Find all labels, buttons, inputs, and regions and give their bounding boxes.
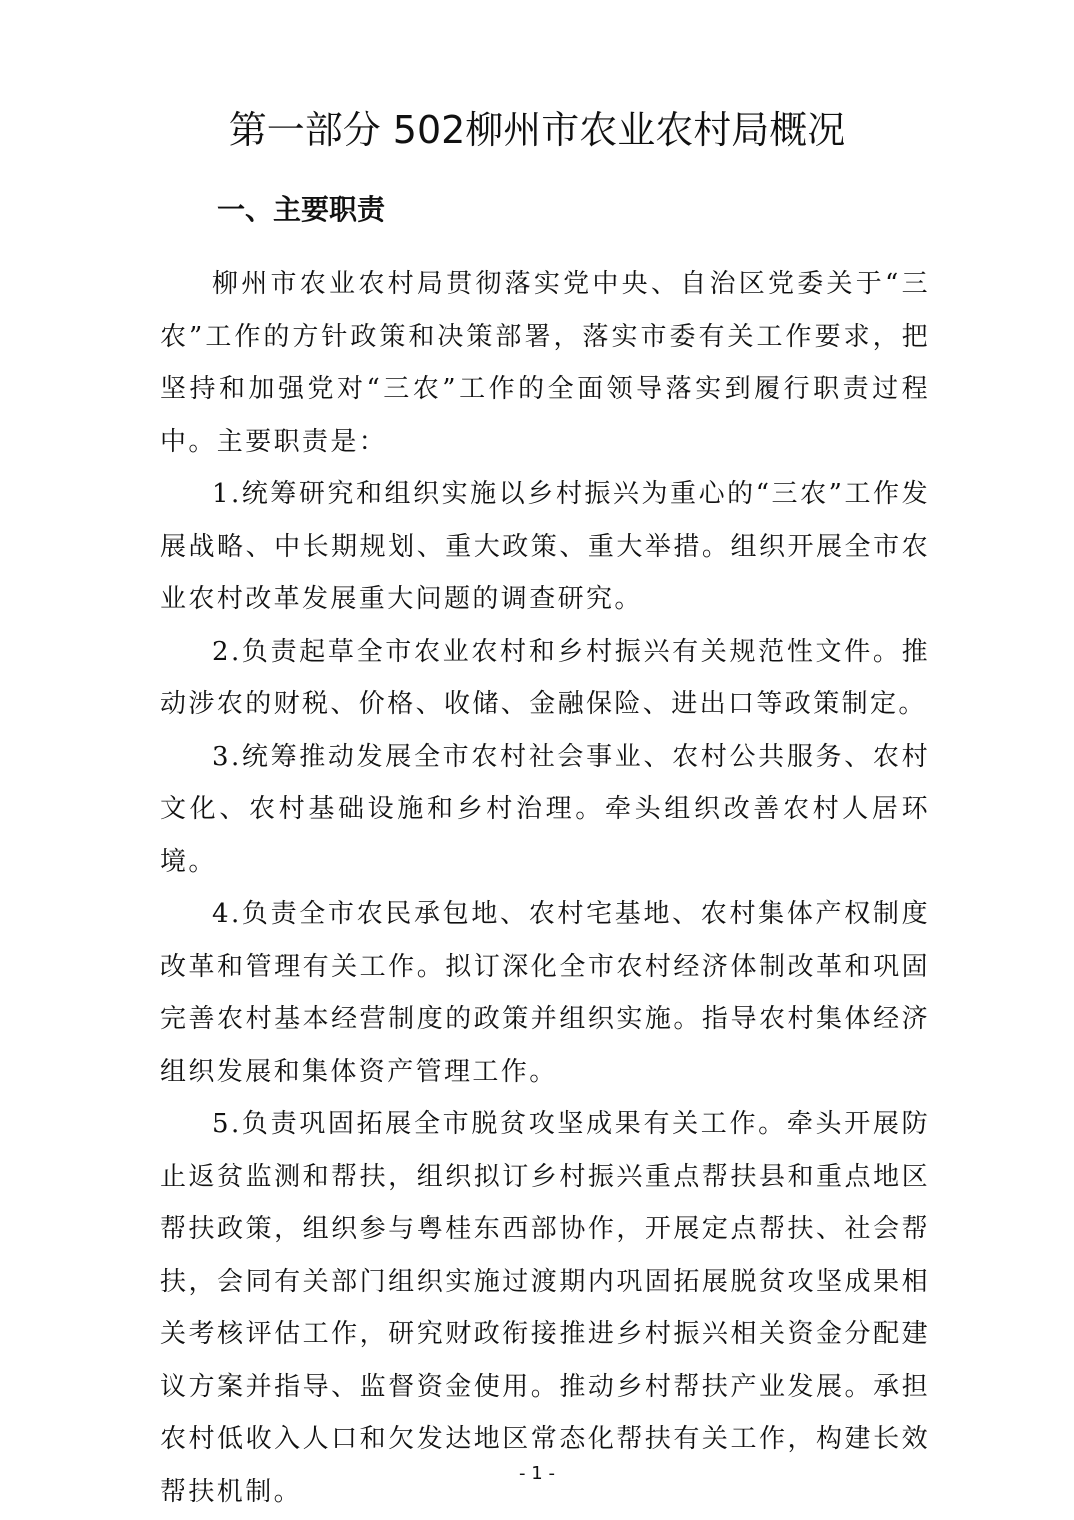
- paragraph-intro: 柳州市农业农村局贯彻落实党中央、自治区党委关于“三农”工作的方针政策和决策部署，落实市委有关工作要求，把坚持和加强党对“三农”工作的全面领导落实到履行职责过程中。主要职责是：: [160, 269, 930, 457]
- paragraph-duty-5: 5.负责巩固拓展全市脱贫攻坚成果有关工作。牵头开展防止返贫监测和帮扶，组织拟订乡村振兴重点帮扶县和重点地区帮扶政策，组织参与粤桂东西部协作，开展定点帮扶、社会帮扶，会同有关部门组织实施过渡期内巩固拓展脱贫攻坚成果相关考核评估工作，研究财政衔接推进乡村振兴相关资金分配建议方案并指导、监督资金使用。推动乡村帮扶产业发展。承担农村低收入人口和欠发达地区常态化帮扶有关工作，构建长效帮扶机制。: [160, 1109, 930, 1507]
- section-heading: 一、主要职责: [217, 193, 386, 226]
- page-number: - 1 -: [519, 1463, 555, 1484]
- paragraph-duty-4: 4.负责全市农民承包地、农村宅基地、农村集体产权制度改革和管理有关工作。拟订深化全市农村经济体制改革和巩固完善农村基本经营制度的政策并组织实施。指导农村集体经济组织发展和集体资产管理工作。: [160, 899, 930, 1087]
- document-body: [160, 258, 930, 1518]
- paragraph-duty-2: 2.负责起草全市农业农村和乡村振兴有关规范性文件。推动涉农的财税、价格、收储、金融保险、进出口等政策制定。: [160, 636, 930, 719]
- paragraph-duty-3: 3.统筹推动发展全市农村社会事业、农村公共服务、农村文化、农村基础设施和乡村治理。牵头组织改善农村人居环境。: [160, 741, 930, 877]
- document-title: 第一部分 502柳州市农业农村局概况: [228, 108, 846, 152]
- paragraph-duty-1: 1.统筹研究和组织实施以乡村振兴为重心的“三农”工作发展战略、中长期规划、重大政策、重大举措。组织开展全市农业农村改革发展重大问题的调查研究。: [160, 479, 930, 614]
